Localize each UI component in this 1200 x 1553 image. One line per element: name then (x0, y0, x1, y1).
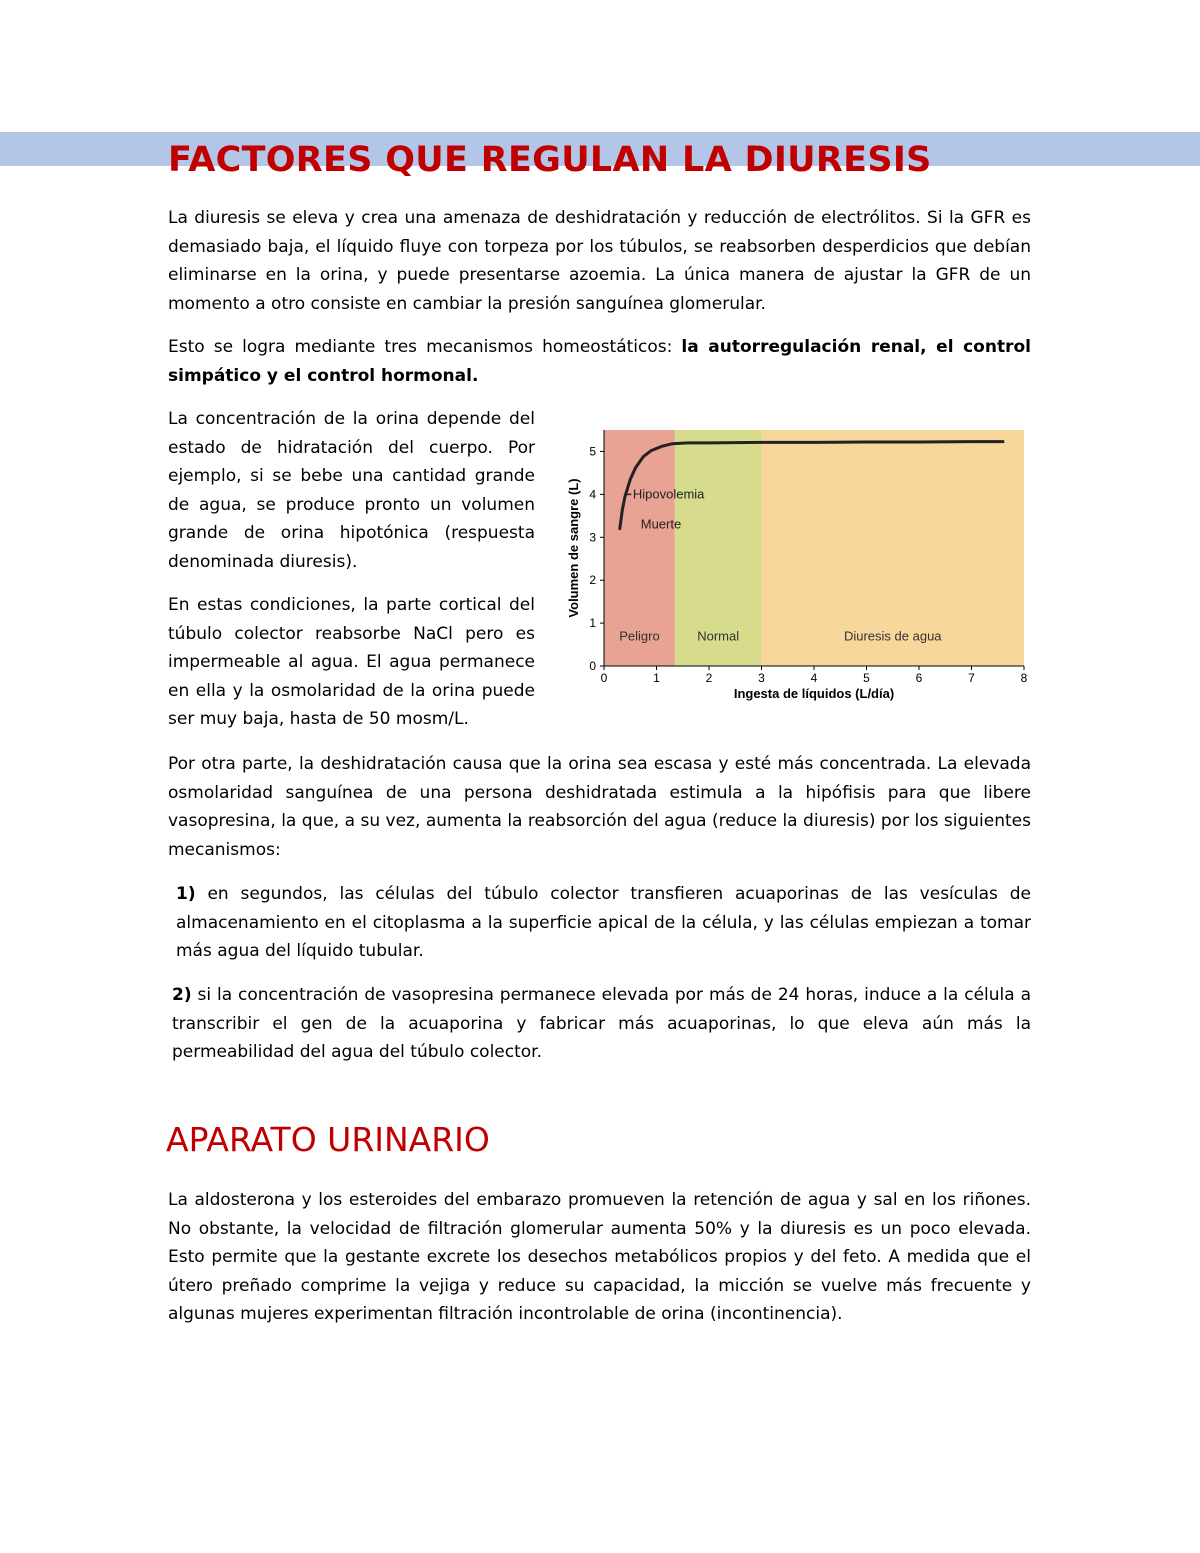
list-item-1 (168, 880, 1031, 966)
section-title-aparato: APARATO URINARIO (166, 1120, 490, 1159)
section-title-factores: FACTORES QUE REGULAN LA DIURESIS (168, 140, 932, 180)
chart-svg (558, 414, 1038, 710)
chart-y-tick-label: 5 (589, 444, 596, 459)
chart-y-axis-label: Volumen de sangre (L) (566, 478, 581, 618)
chart-x-tick-label: 5 (863, 671, 870, 685)
chart-region-label: Normal (697, 628, 740, 644)
chart-annotation-label: Hipovolemia (632, 486, 705, 502)
mechanisms-bold-text: la autorregulación renal, el control simpático y el control hormonal. (168, 337, 1031, 386)
chart-y-tick-label: 3 (589, 530, 596, 545)
paragraph-dehydration: Por otra parte, la deshidratación causa que la orina sea escasa y esté más concentrada. La elevada osmolaridad sanguínea de una persona deshidratada estimula a la hipófisis para que libere vasopresina, la que, a su vez, aumenta la reabsorción del agua (reduce la diuresis) por los siguientes mecanismos: (168, 754, 1031, 860)
blood-volume-chart (558, 414, 1038, 710)
chart-region-label: Peligro (619, 628, 660, 644)
paragraph-intro: La diuresis se eleva y crea una amenaza de deshidratación y reducción de electrólitos. Si la GFR es demasiado baja, el líquido fluye con torpeza por los túbulos, se reabsorben desperdicios que debían eliminarse en la orina, y puede presentarse azoemia. La única manera de ajustar la GFR de un momento a otro consiste en cambiar la presión sanguínea glomerular. (168, 208, 1031, 314)
chart-x-tick-label: 4 (810, 671, 818, 685)
list-item-2 (168, 981, 1031, 1067)
chart-y-tick-label: 0 (589, 659, 596, 673)
chart-y-tick-label: 4 (589, 487, 596, 502)
chart-annotation-label: Muerte (640, 516, 682, 532)
chart-x-tick-label: 0 (600, 671, 608, 685)
chart-x-tick-label: 3 (758, 671, 765, 685)
chart-x-tick-label: 2 (705, 671, 713, 685)
chart-x-tick-label: 7 (968, 671, 975, 685)
list-item-2-number: 2) (172, 985, 192, 1005)
paragraph-conditions: En estas condiciones, la parte cortical del túbulo colector reabsorbe NaCl pero es impermeable al agua. El agua permanece en ella y la osmolaridad de la orina puede ser muy baja, hasta de 50 mosm/L. (168, 595, 535, 730)
list-item-2-text: si la concentración de vasopresina permanece elevada por más de 24 horas, induce a la célula a transcribir el gen de la acuaporina y fabricar más acuaporinas, lo que eleva aún más la permeabilidad del agua del túbulo colector. (172, 985, 1031, 1063)
paragraph-concentration: La concentración de la orina depende del estado de hidratación del cuerpo. Por ejemplo, si se bebe una cantidad grande de agua, se produce pronto un volumen grande de orina hipotónica (respuesta denominada diuresis). (168, 409, 535, 572)
chart-y-tick-label: 2 (589, 573, 596, 588)
chart-y-tick-label: 1 (589, 616, 596, 631)
list-item-1-number: 1) (176, 884, 196, 904)
paragraph-mechanisms (168, 333, 1031, 390)
chart-x-tick-label: 6 (915, 671, 923, 685)
chart-region-label: Diuresis de agua (843, 628, 942, 644)
list-item-1-text: en segundos, las células del túbulo colector transfieren acuaporinas de las vesículas de almacenamiento en el citoplasma a la superficie apical de la célula, y las células empiezan a tomar más agua del líquido tubular. (176, 884, 1031, 962)
chart-x-tick-label: 1 (653, 671, 660, 685)
paragraph-pregnancy: La aldosterona y los esteroides del embarazo promueven la retención de agua y sal en los riñones. No obstante, la velocidad de filtración glomerular aumenta 50% y la diuresis es un poco elevada. Esto permite que la gestante excrete los desechos metabólicos propios y del feto. A medida que el útero preñado comprime la vejiga y reduce su capacidad, la micción se vuelve más frecuente y algunas mujeres experimentan filtración incontrolable de orina (incontinencia). (168, 1190, 1031, 1325)
mechanisms-lead-text: Esto se logra mediante tres mecanismos homeostáticos: (168, 337, 682, 357)
chart-x-axis-label: Ingesta de líquidos (L/día) (733, 686, 895, 701)
chart-x-tick-label: 8 (1020, 671, 1028, 685)
